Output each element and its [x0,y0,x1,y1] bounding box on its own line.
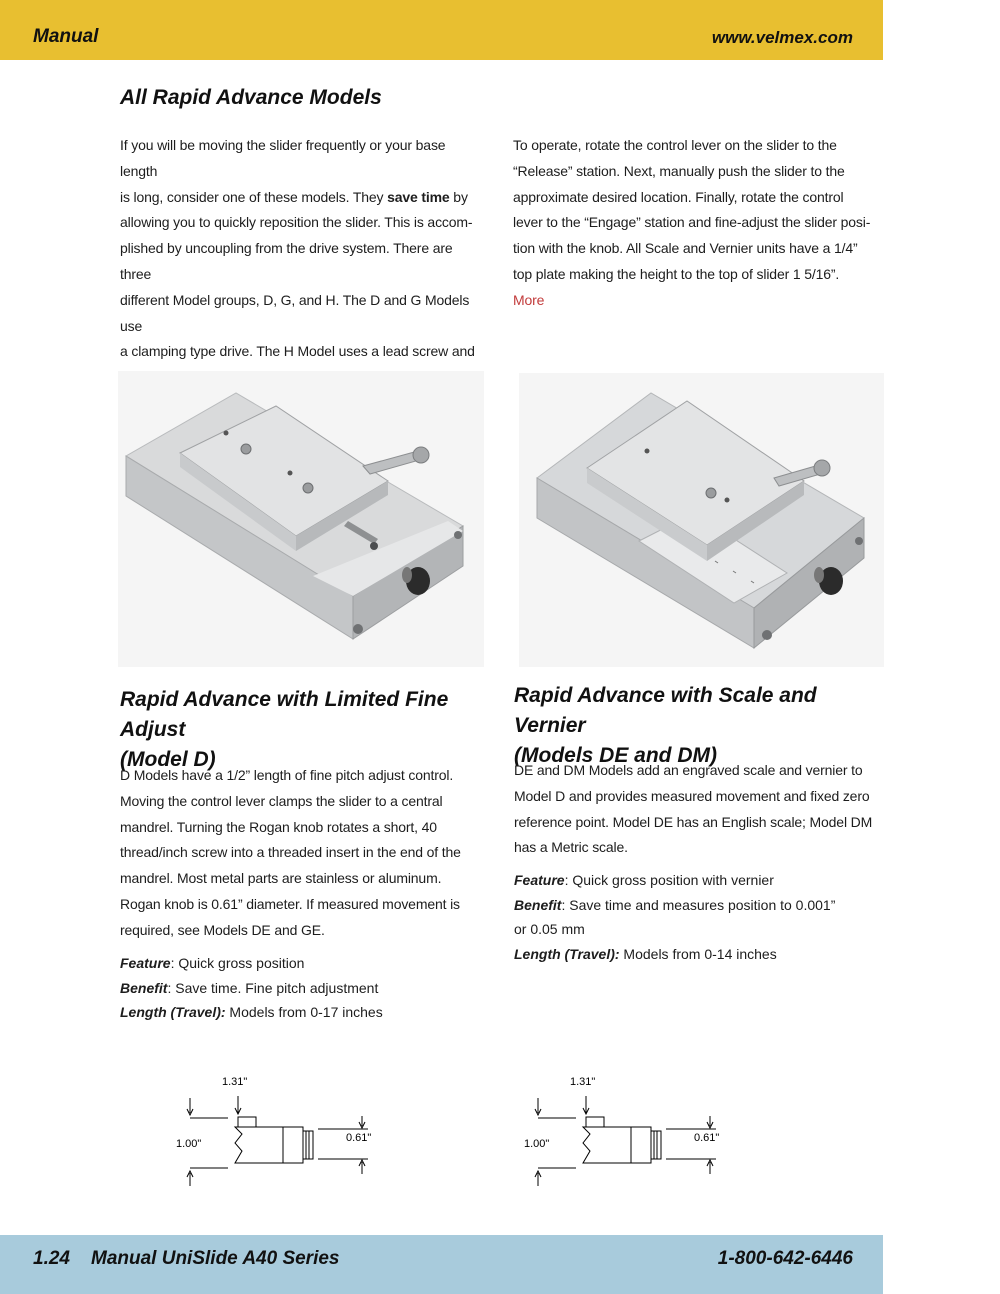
intro-left-line: allowing you to quickly reposition the slider. This is accom- [120,214,473,231]
intro-left-line: plished by uncoupling from the drive system. There are three [120,240,453,282]
model-d-photo [118,371,484,667]
benefit-row: Benefit: Save time. Fine pitch adjustment [120,979,379,996]
intro-right-line: approximate desired location. Finally, rotate the control [513,188,844,205]
intro-right-line: tion with the knob. All Scale and Vernier units have a 1/4” [513,240,858,257]
intro-right-column [513,133,885,314]
desc-line: DE and DM Models add an engraved scale and vernier to [514,762,863,778]
dim-knob-label: 0.61" [694,1132,720,1144]
model-de-dm-description [514,758,874,861]
desc-line: has a Metric scale. [514,839,628,856]
intro-right-line: top plate making the height to the top of slider 1 5/16”. [513,265,840,282]
length-row: Length (Travel): Models from 0-17 inches [120,1004,383,1020]
desc-line: required, see Models DE and GE. [120,921,325,938]
website-link[interactable]: www.velmex.com [711,28,853,47]
phone-number: 1-800-642-6446 [717,1248,853,1269]
intro-left-line: a clamping type drive. The H Model uses a lead screw and [120,343,475,360]
dim-top-label: 1.31" [570,1076,596,1088]
model-d-title: Rapid Advance with Limited Fine Adjust (Model D) [120,688,449,771]
model-de-dm-photo [519,373,884,667]
page-number: 1.24 [33,1248,70,1269]
model-d-dimension-diagram [170,1068,400,1188]
section-title: All Rapid Advance Models [120,86,382,109]
model-de-dm-dimension-diagram [518,1068,748,1188]
benefit-row-cont: or 0.05 mm [514,921,585,937]
intro-left-line: is long, consider one of these models. They save time by [120,188,468,205]
desc-line: mandrel. Turning the Rogan knob rotates a short, 40 [120,818,437,835]
desc-line: Rogan knob is 0.61” diameter. If measured movement is [120,895,460,912]
header-manual-label: Manual [33,26,99,47]
intro-right-line: lever to the “Engage” station and fine-adjust the slider posi- [513,214,871,231]
feature-row: Feature: Quick gross position with vernier [514,872,774,888]
series-title: Manual UniSlide A40 Series [91,1248,340,1269]
benefit-row: Benefit: Save time and measures position to 0.001” [514,896,836,913]
model-de-dm-title: Rapid Advance with Scale and Vernier (Models DE and DM) [514,684,817,767]
intro-left-line: If you will be moving the slider frequently or your base length [120,137,446,179]
desc-line: thread/inch screw into a threaded insert in the end of the [120,844,461,861]
desc-line: Model D and provides measured movement and fixed zero [514,787,870,804]
save-time-bold: save time [387,188,450,205]
intro-right-line: To operate, rotate the control lever on the slider to the [513,137,837,153]
desc-line: D Models have a 1/2” length of fine pitch adjust control. [120,767,454,783]
intro-right-line: “Release” station. Next, manually push the slider to the [513,162,845,179]
feature-row: Feature: Quick gross position [120,955,305,971]
intro-left-line: different Model groups, D, G, and H. The D and G Models use [120,291,470,334]
model-d-features [120,951,383,1025]
desc-line: Moving the control lever clamps the slider to a central [120,792,443,809]
model-d-description [120,763,490,944]
more-link[interactable]: More [513,291,545,308]
desc-line: mandrel. Most metal parts are stainless or aluminum. [120,870,442,887]
desc-line: reference point. Model DE has an English scale; Model DM [514,813,873,830]
dim-knob-label: 0.61" [346,1132,372,1144]
dim-height-label: 1.00" [524,1138,550,1150]
model-de-dm-features [514,868,835,966]
length-row: Length (Travel): Models from 0-14 inches [514,945,777,962]
dim-height-label: 1.00" [176,1138,202,1150]
dim-top-label: 1.31" [222,1076,248,1088]
header-bar [0,0,883,60]
footer-bar [0,1235,883,1294]
